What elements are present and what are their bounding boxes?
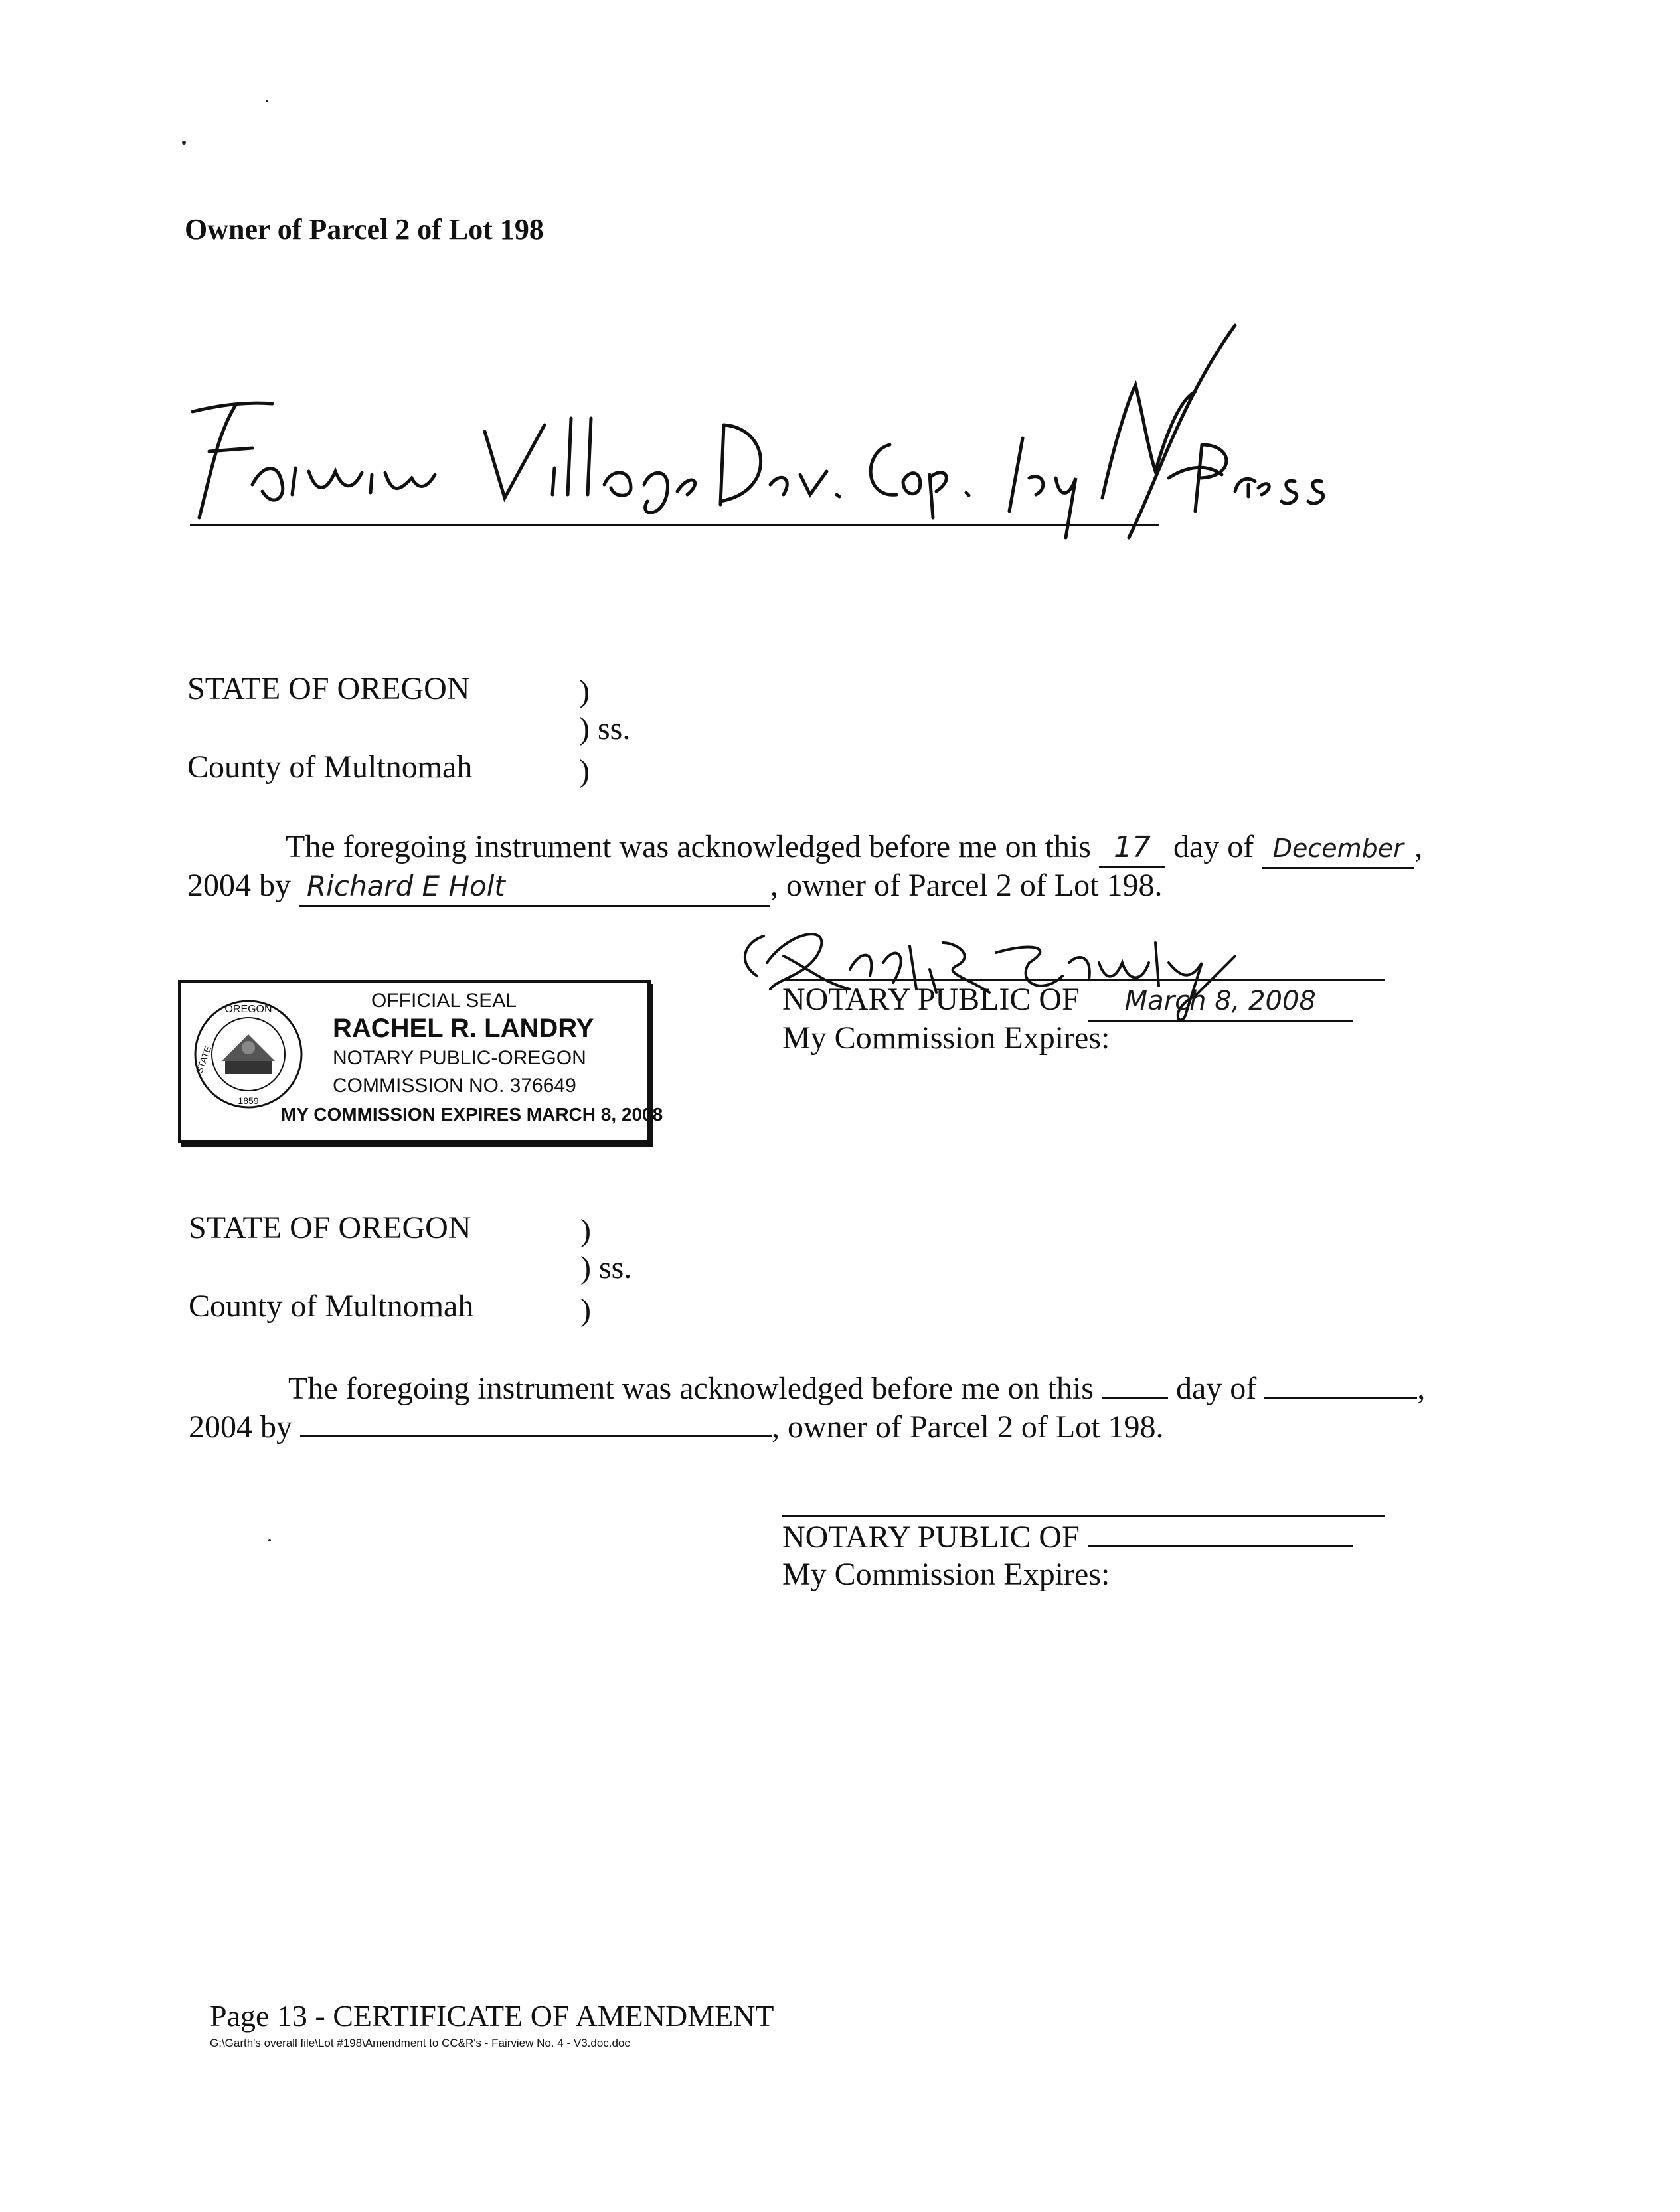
seal-expiration: MY COMMISSION EXPIRES MARCH 8, 2008: [281, 1104, 663, 1125]
month-value: December: [1272, 834, 1404, 863]
month-blank: [1264, 1368, 1417, 1399]
name-blank: [300, 1406, 772, 1437]
month-field: [1262, 830, 1414, 869]
county-label: County of Multnomah: [189, 1289, 474, 1324]
seal-notary-name: RACHEL R. LANDRY: [333, 1014, 594, 1043]
bracket: ): [579, 674, 590, 709]
svg-text:OREGON: OREGON: [224, 1004, 272, 1015]
name-field: [299, 868, 770, 907]
acknowledgment-line-1: [288, 1368, 1425, 1407]
acknowledgment-text: The foregoing instrument was acknowledged before me on this: [286, 829, 1091, 864]
speck: [268, 1539, 271, 1541]
day-of-text: day of: [1173, 829, 1254, 864]
expires-field: [1088, 983, 1353, 1022]
expires-blank: [1088, 1516, 1353, 1547]
svg-text:STATE: STATE: [193, 1044, 214, 1075]
notary-public-label: NOTARY PUBLIC OF: [782, 1520, 1080, 1555]
svg-text:1859: 1859: [238, 1095, 259, 1106]
state-label: STATE OF OREGON: [187, 671, 470, 706]
day-of-text: day of: [1175, 1371, 1257, 1406]
owner-text: , owner of Parcel 2 of Lot 198.: [772, 1409, 1164, 1445]
ss-label: ) ss.: [579, 711, 631, 746]
acknowledgment-line-1: [286, 829, 1422, 869]
ss-label: ) ss.: [580, 1250, 632, 1285]
year-by-text: 2004 by: [187, 868, 291, 903]
county-label: County of Multnomah: [187, 750, 473, 785]
bracket: ): [579, 753, 590, 789]
notary-public-line: [782, 1516, 1353, 1556]
page-footer-title: Page 13 - CERTIFICATE OF AMENDMENT: [210, 1999, 774, 2033]
comma: ,: [1417, 1371, 1426, 1406]
commission-expires-label: My Commission Expires:: [782, 1020, 1110, 1056]
owner-text: , owner of Parcel 2 of Lot 198.: [770, 868, 1163, 903]
notary-signature-rule: [782, 979, 1385, 981]
state-seal-emblem: [192, 998, 305, 1111]
bracket: ): [580, 1213, 591, 1248]
notary-public-line: [782, 981, 1353, 1022]
state-label: STATE OF OREGON: [189, 1210, 471, 1245]
year-by-text: 2004 by: [189, 1409, 292, 1445]
page-heading: Owner of Parcel 2 of Lot 198: [185, 213, 544, 246]
acknowledgment-line-2: [187, 867, 1163, 907]
official-seal-stamp: [178, 980, 663, 1143]
day-blank: [1102, 1368, 1168, 1399]
day-field: [1099, 829, 1165, 868]
expires-value: March 8, 2008: [1124, 986, 1316, 1016]
seal-title: NOTARY PUBLIC-OREGON: [333, 1047, 586, 1069]
company-signature: [173, 319, 1302, 558]
acknowledgment-line-2: [189, 1406, 1164, 1446]
commission-expires-label: My Commission Expires:: [782, 1557, 1110, 1592]
seal-heading: OFFICIAL SEAL: [371, 990, 517, 1012]
notary-public-label: NOTARY PUBLIC OF: [782, 982, 1080, 1017]
footer-file-path: G:\Garth's overall file\Lot #198\Amendment to CC&R's - Fairview No. 4 - V3.doc.doc: [210, 2037, 630, 2049]
day-value: 17: [1113, 830, 1151, 864]
speck: [266, 100, 268, 102]
speck: [182, 141, 186, 145]
seal-commission-number: COMMISSION NO. 376649: [333, 1075, 576, 1097]
bracket: ): [580, 1293, 591, 1328]
comma: ,: [1414, 829, 1423, 864]
acknowledgment-text: The foregoing instrument was acknowledged before me on this: [288, 1371, 1094, 1406]
name-value: Richard E Holt: [307, 870, 505, 902]
